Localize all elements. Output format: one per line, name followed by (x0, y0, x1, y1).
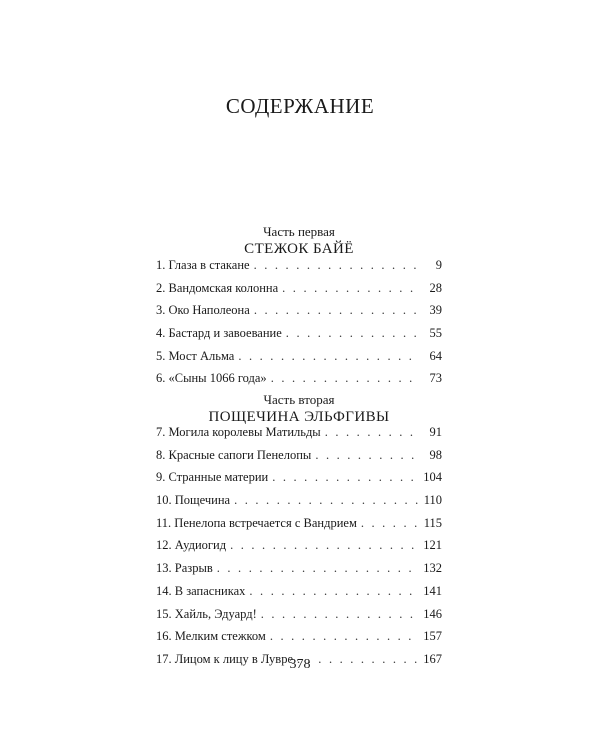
toc-entry[interactable] (156, 349, 442, 372)
toc-entry-title: 17. Лицом к лицу в Лувре (156, 651, 293, 666)
toc-part-two (156, 425, 442, 675)
toc-entry-title: 13. Разрыв (156, 561, 213, 576)
toc-entry-title: 9. Странные материи (156, 470, 269, 485)
dot-leader (270, 629, 419, 644)
dot-leader (249, 584, 419, 599)
toc-entry-title: 12. Аудиогид (156, 538, 227, 553)
toc-entry-title: 8. Красные сапоги Пенелопы (156, 447, 312, 462)
toc-entry[interactable] (156, 470, 442, 493)
part-two-name: ПОЩЕЧИНА ЭЛЬФГИВЫ (208, 409, 390, 425)
toc-entry-page: 55 (429, 326, 442, 341)
toc-entry-title: 4. Бастард и завоевание (156, 326, 282, 341)
toc-entry-page: 146 (423, 606, 442, 621)
toc-entry-page: 98 (429, 447, 442, 462)
dot-leader (234, 493, 420, 508)
toc-entry-title: 16. Мелким стежком (156, 629, 266, 644)
dot-leader (254, 258, 420, 273)
toc-entry-title: 1. Глаза в стакане (156, 258, 250, 272)
page-title: СОДЕРЖАНИЕ (225, 94, 375, 118)
dot-leader (217, 561, 420, 576)
toc-entry-title: 7. Могила королевы Матильды (156, 425, 321, 439)
dot-leader (325, 425, 420, 440)
toc-entry-page: 121 (423, 538, 442, 553)
toc-entry-title: 6. «Сыны 1066 года» (156, 371, 267, 386)
dot-leader (271, 371, 420, 386)
part-one-label: Часть первая (263, 224, 335, 239)
toc-entry-title: 14. В запасниках (156, 583, 246, 598)
toc-entry[interactable] (156, 584, 442, 607)
toc-entry[interactable] (156, 258, 442, 281)
dot-leader (261, 607, 420, 622)
dot-leader (286, 326, 420, 341)
toc-part-one (156, 258, 442, 394)
part-one-heading (156, 224, 442, 259)
toc-entry[interactable] (156, 425, 442, 448)
toc-entry-page: 9 (435, 258, 442, 272)
toc-entry[interactable] (156, 326, 442, 349)
dot-leader (315, 448, 420, 463)
toc-entry-page: 39 (429, 303, 442, 318)
part-two-heading (156, 392, 442, 427)
page-number: 378 (289, 657, 311, 672)
dot-leader (361, 516, 420, 531)
toc-entry-page: 167 (423, 651, 442, 666)
toc-entry-title: 3. Око Наполеона (156, 303, 250, 318)
toc-entry[interactable] (156, 281, 442, 304)
toc-entry[interactable] (156, 538, 442, 561)
toc-entry[interactable] (156, 371, 442, 394)
toc-entry-page: 132 (423, 561, 442, 576)
part-one-name: СТЕЖОК БАЙЁ (244, 241, 354, 257)
toc-entry-page: 91 (429, 425, 442, 439)
toc-entry-page: 141 (423, 583, 442, 598)
dot-leader (254, 303, 420, 318)
toc-entry-page: 28 (429, 280, 442, 295)
toc-entry-title: 11. Пенелопа встречается с Вандрием (156, 515, 357, 530)
toc-entry-page: 110 (423, 493, 442, 508)
toc-entry-title: 10. Пощечина (156, 493, 231, 508)
toc-entry-page: 157 (423, 629, 442, 644)
toc-entry[interactable] (156, 561, 442, 584)
toc-entry[interactable] (156, 493, 442, 516)
toc-entry-page: 73 (429, 371, 442, 386)
toc-entry-page: 64 (429, 348, 442, 363)
toc-entry-page: 104 (423, 470, 442, 485)
toc-entry-title: 2. Вандомская колонна (156, 280, 279, 295)
dot-leader (282, 281, 420, 296)
toc-entry-page: 115 (423, 515, 442, 530)
dot-leader (238, 349, 420, 364)
toc-entry-title: 5. Мост Альма (156, 348, 235, 363)
toc-entry[interactable] (156, 448, 442, 471)
dot-leader (272, 470, 419, 485)
part-two-label: Часть вторая (263, 392, 335, 407)
dot-leader (230, 538, 419, 553)
toc-entry[interactable] (156, 303, 442, 326)
toc-entry-title: 15. Хайль, Эдуард! (156, 606, 257, 621)
toc-entry[interactable] (156, 607, 442, 630)
toc-entry[interactable] (156, 516, 442, 539)
toc-entry[interactable] (156, 629, 442, 652)
